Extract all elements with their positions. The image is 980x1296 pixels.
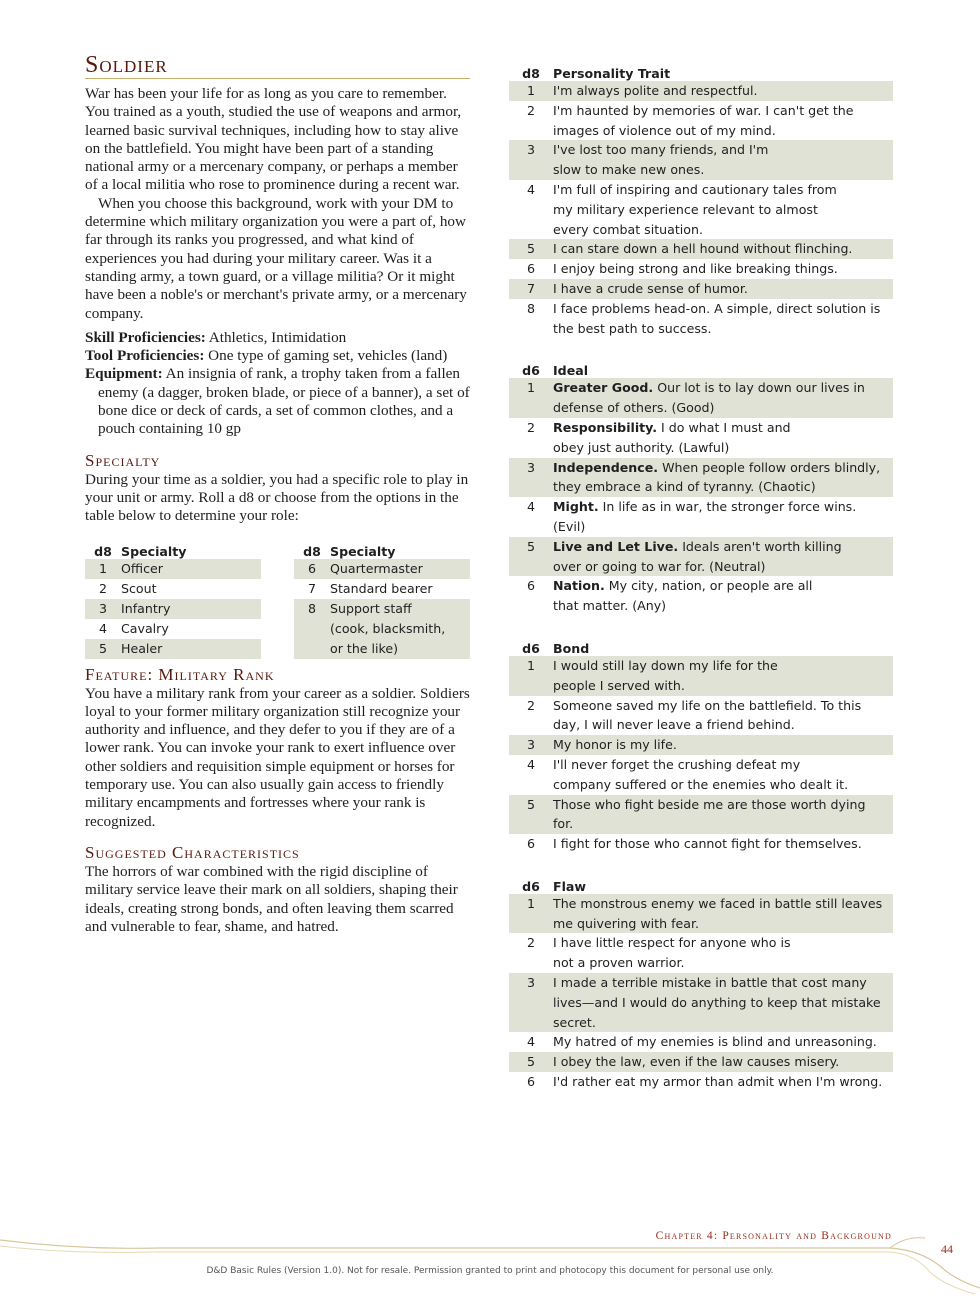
table-row: 6 Nation. My city, nation, or people are all that matter. (Any) <box>526 578 813 614</box>
table-row: 2 Responsibility. I do what I must and obey just authority. (Lawful) <box>526 419 791 455</box>
specialty-die-header: d8 <box>94 543 112 559</box>
flaw-table <box>509 874 893 1092</box>
table-row: 5 Healer <box>85 639 261 659</box>
personality-trait-table <box>509 61 893 338</box>
table-row: 5 I can stare down a hell hound without flinching. <box>509 239 893 259</box>
trait-header: Personality Trait <box>553 66 671 81</box>
ideal-header: Ideal <box>553 363 589 379</box>
table-row: 3 My honor is my life. <box>509 735 893 755</box>
chapter-label: Chapter 4: Personality and Background <box>655 1230 892 1242</box>
table-row: 8 Support staff (cook, blacksmith, or the like) <box>294 599 470 659</box>
table-row: 5 Live and Let Live. Ideals aren't worth killing over or going to war for. (Neutral) <box>509 537 893 577</box>
table-row: 4 My hatred of my enemies is blind and unreasoning. <box>526 1034 877 1050</box>
specialty-header: Specialty <box>330 543 396 559</box>
ideal-table <box>509 358 893 616</box>
feature-text: You have a military rank from your career as a soldier. Soldiers loyal to your former military organization still recognize your authority and influence, and they defer to you if they are of a lower rank. You can invoke your rank to exert influence over other soldiers and requisition simple equipment or horses for temporary use. You can also usually gain access to friendly military encampments and fortresses where your rank is recognized. <box>85 684 470 830</box>
table-row: 7 Standard bearer <box>307 580 433 596</box>
equipment-label: Equipment: <box>85 365 163 383</box>
intro-paragraph: War has been your life for as long as you care to remember. You trained as a youth, studied the use of weapons and armor, learned basic survival techniques, including how to stay alive on the battlefield. You might have been part of a standing national army or a mercenary company, or perhaps a member of a local militia who rose to prominence during a recent war. <box>85 85 462 194</box>
table-row: 2 I'm haunted by memories of war. I can't get the images of violence out of my mind. <box>526 102 854 138</box>
equipment-value: An insignia of rank, a trophy taken from a fallen enemy (a dagger, broken blade, or piece of a banner), a set of bone dice or deck of cards, a set of common clothes, and a pouch containing 10 gp <box>98 365 470 438</box>
legal-notice: D&D Basic Rules (Version 1.0). Not for resale. Permission granted to print and photocopy this document for personal use only. <box>206 1266 774 1276</box>
background-paragraph: When you choose this background, work with your DM to determine which military organization you were a part of, how far through its ranks you progressed, and what kind of experiences you had during your military career. Was it a standing army, a town guard, or a village militia? Or it might have been a noble's or merchant's private army, or a mercenary company. <box>85 194 467 322</box>
page-title: Soldier <box>85 52 470 79</box>
table-row: 3 Independence. When people follow orders blindly, they embrace a kind of tyranny. (Chaotic) <box>509 458 893 498</box>
table-row: 6 I fight for those who cannot fight for themselves. <box>526 836 862 852</box>
skill-value: Athletics, Intimidation <box>208 328 347 346</box>
bond-header: Bond <box>553 640 590 656</box>
tool-proficiencies <box>85 347 470 365</box>
table-row: 5 Those who fight beside me are those worth dying for. <box>509 795 893 835</box>
skill-proficiencies <box>85 329 470 347</box>
suggested-text: The horrors of war combined with the rigid discipline of military service leave their mark on all soldiers, shaping their ideals, creating strong bonds, and often leaving them scarred and vulnerable to fear, shame, and hatred. <box>85 862 458 935</box>
specialty-table <box>85 539 470 657</box>
left-column <box>85 52 470 936</box>
bond-table <box>509 636 893 854</box>
table-row: 1 Officer <box>85 559 261 579</box>
table-row: 5 I obey the law, even if the law causes misery. <box>509 1052 893 1072</box>
table-row: 4 I'm full of inspiring and cautionary tales from my military experience relevant to almost every combat situation. <box>526 181 837 237</box>
flaw-die-header: d6 <box>522 878 540 894</box>
right-column <box>509 61 893 1092</box>
table-row: 2 I have little respect for anyone who is not a proven warrior. <box>526 935 791 971</box>
page-number: 44 <box>941 1242 953 1256</box>
table-row: 3 I've lost too many friends, and I'm slow to make new ones. <box>509 140 893 180</box>
specialty-table-left <box>85 539 261 659</box>
equipment <box>85 365 470 438</box>
table-row: 3 I made a terrible mistake in battle that cost many lives—and I would do anything to keep that mistake secret. <box>509 973 893 1032</box>
bond-die-header: d6 <box>522 640 540 656</box>
tool-value: One type of gaming set, vehicles (land) <box>208 347 448 365</box>
ideal-die-header: d6 <box>522 363 540 379</box>
flaw-header: Flaw <box>553 878 587 894</box>
table-row: 1 Greater Good. Our lot is to lay down our lives in defense of others. (Good) <box>509 378 893 418</box>
table-row: 1 I'm always polite and respectful. <box>509 81 893 101</box>
specialty-die-header: d8 <box>303 543 321 559</box>
table-row: 7 I have a crude sense of humor. <box>509 279 893 299</box>
table-row: 4 Cavalry <box>98 620 169 636</box>
feature-heading: Feature: Military Rank <box>85 664 275 684</box>
table-row: 6 Quartermaster <box>294 559 470 579</box>
table-row: 3 Infantry <box>85 599 261 619</box>
specialty-text: During your time as a soldier, you had a specific role to play in your unit or army. Roll a d8 or choose from the options in the table below to determine your role: <box>85 470 469 525</box>
tool-label: Tool Proficiencies: <box>85 347 205 365</box>
table-row: 2 Someone saved my life on the battlefield. To this day, I will never leave a friend behind. <box>526 697 862 733</box>
table-row: 4 Might. In life as in war, the stronger force wins. (Evil) <box>526 499 857 534</box>
table-row: 8 I face problems head-on. A simple, direct solution is the best path to success. <box>526 300 881 336</box>
table-row: 4 I'll never forget the crushing defeat my company suffered or the enemies who dealt it. <box>526 756 849 792</box>
table-row: 1 I would still lay down my life for the people I served with. <box>509 656 893 696</box>
trait-die-header: d8 <box>522 66 540 81</box>
skill-label: Skill Proficiencies: <box>85 328 206 346</box>
specialty-heading: Specialty <box>85 450 161 470</box>
table-row: 2 Scout <box>98 580 157 596</box>
specialty-table-right <box>294 539 470 659</box>
table-row: 1 The monstrous enemy we faced in battle still leaves me quivering with fear. <box>509 894 893 934</box>
table-row: 6 I enjoy being strong and like breaking things. <box>526 261 838 277</box>
table-row: 6 I'd rather eat my armor than admit when I'm wrong. <box>526 1074 883 1090</box>
suggested-heading: Suggested Characteristics <box>85 842 300 862</box>
specialty-header: Specialty <box>121 543 187 559</box>
